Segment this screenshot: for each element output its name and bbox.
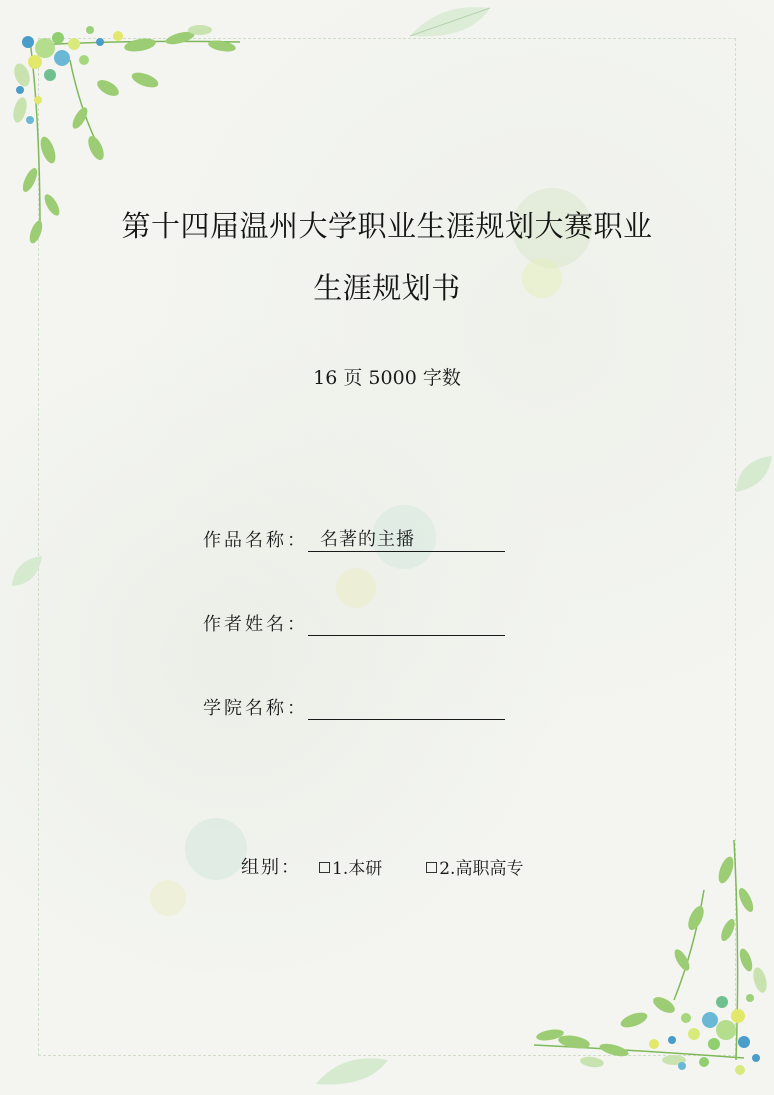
group-option-label: 1.本研 — [332, 858, 383, 879]
college-name-input[interactable] — [308, 696, 505, 720]
document-title-line-1: 第十四届温州大学职业生涯规划大赛职业 — [121, 209, 653, 243]
group-label: 组别： — [241, 857, 301, 878]
work-name-field — [203, 520, 505, 552]
group-option-label: 2.高职高专 — [439, 858, 524, 879]
checkbox-icon[interactable] — [426, 862, 437, 873]
leaf-decoration-right — [732, 452, 774, 496]
author-name-input[interactable] — [308, 612, 505, 636]
leaf-decoration-bottom — [312, 1050, 392, 1090]
group-option-undergrad[interactable] — [319, 854, 382, 879]
leaf-decoration-left — [6, 552, 46, 592]
author-name-field — [203, 604, 505, 636]
author-name-label: 作者姓名： — [203, 614, 308, 635]
leaf-decoration-top — [400, 0, 500, 45]
checkbox-icon[interactable] — [319, 862, 330, 873]
group-selection — [241, 852, 523, 880]
work-name-input[interactable]: 名著的主播 — [308, 528, 505, 552]
document-title-line-2: 生涯规划书 — [313, 271, 461, 305]
leaf-decoration-bottom-right — [514, 830, 774, 1095]
document-subtitle: 16 页 5000 字数 — [313, 367, 461, 389]
work-name-label: 作品名称： — [203, 530, 308, 551]
group-option-vocational[interactable] — [426, 854, 523, 879]
college-name-label: 学院名称： — [203, 698, 308, 719]
college-name-field — [203, 688, 505, 720]
